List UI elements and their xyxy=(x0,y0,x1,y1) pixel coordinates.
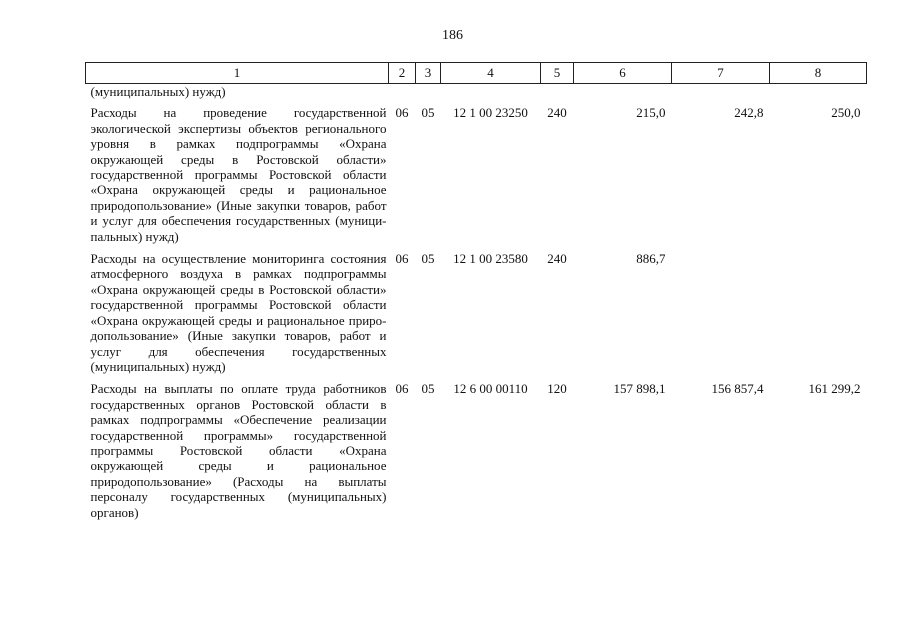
table-row xyxy=(86,379,867,525)
target-article-code: 12 6 00 00110 xyxy=(453,381,528,397)
amount-col-8: 250,0 xyxy=(831,105,861,121)
amount-col-6: 886,7 xyxy=(636,251,666,267)
row-description: Расходы на проведение государственной экологической экспертизы объектов регионального уровня в рамках подпрограммы «Охрана окружающей среды в Ростовской области» государственной программы Ростовской области «Охрана окружающей среды и рациональное природопользование» (Иные закупки товаров, работ и услуг для обеспечения государственных (муниципальных) нужд) xyxy=(90,105,387,244)
continuation-row xyxy=(86,84,867,104)
expense-type-code: 240 xyxy=(547,105,567,121)
target-article-code: 12 1 00 23250 xyxy=(453,105,528,121)
amount-col-6: 157 898,1 xyxy=(613,381,666,397)
column-header-3: 3 xyxy=(416,63,441,84)
subsection-code: 05 xyxy=(421,105,435,121)
section-code: 06 xyxy=(395,251,409,267)
amount-col-7 xyxy=(672,249,770,379)
column-header-1: 1 xyxy=(86,63,389,84)
amount-col-7: 156 857,4 xyxy=(711,381,764,397)
section-code: 06 xyxy=(395,105,409,121)
page-number: 186 xyxy=(442,28,463,43)
amount-col-8: 161 299,2 xyxy=(808,381,861,397)
column-header-5: 5 xyxy=(541,63,574,84)
row-description: Расходы на осуществление мониторинга состояния атмосферного воздуха в рамках подпрограммы «Охрана окружающей среды в Ростовской области» государственной программы Ростовской области «Охрана окружающей среды и рациональное природопользование» (Иные закупки товаров, работ и услуг для обеспечения государственных (муниципальных) нужд) xyxy=(90,251,387,374)
subsection-code: 05 xyxy=(421,251,435,267)
column-header-8: 8 xyxy=(770,63,867,84)
section-code: 06 xyxy=(395,381,409,397)
column-header-6: 6 xyxy=(574,63,672,84)
amount-col-6: 215,0 xyxy=(636,105,666,121)
amount-col-7: 242,8 xyxy=(734,105,764,121)
amount-col-8 xyxy=(770,249,867,379)
subsection-code: 05 xyxy=(421,381,435,397)
expense-type-code: 240 xyxy=(547,251,567,267)
table-row xyxy=(86,249,867,379)
column-header-2: 2 xyxy=(389,63,416,84)
target-article-code: 12 1 00 23580 xyxy=(453,251,528,267)
column-header-4: 4 xyxy=(441,63,541,84)
budget-table xyxy=(85,62,867,525)
row-description: Расходы на выплаты по оплате труда работников государственных органов Ростовской области в рамках подпрограммы «Обеспечение реализации государственной программы» государственной программы Ростовской области «Охрана окружающей среды и рациональное природопользование» (Расходы на выплаты персоналу государственных (муниципальных) органов) xyxy=(90,381,387,520)
expense-type-code: 120 xyxy=(547,381,567,397)
table-row xyxy=(86,103,867,249)
column-number-header-row xyxy=(86,63,867,84)
column-header-7: 7 xyxy=(672,63,770,84)
continuation-text: (муниципальных) нужд) xyxy=(90,84,226,99)
